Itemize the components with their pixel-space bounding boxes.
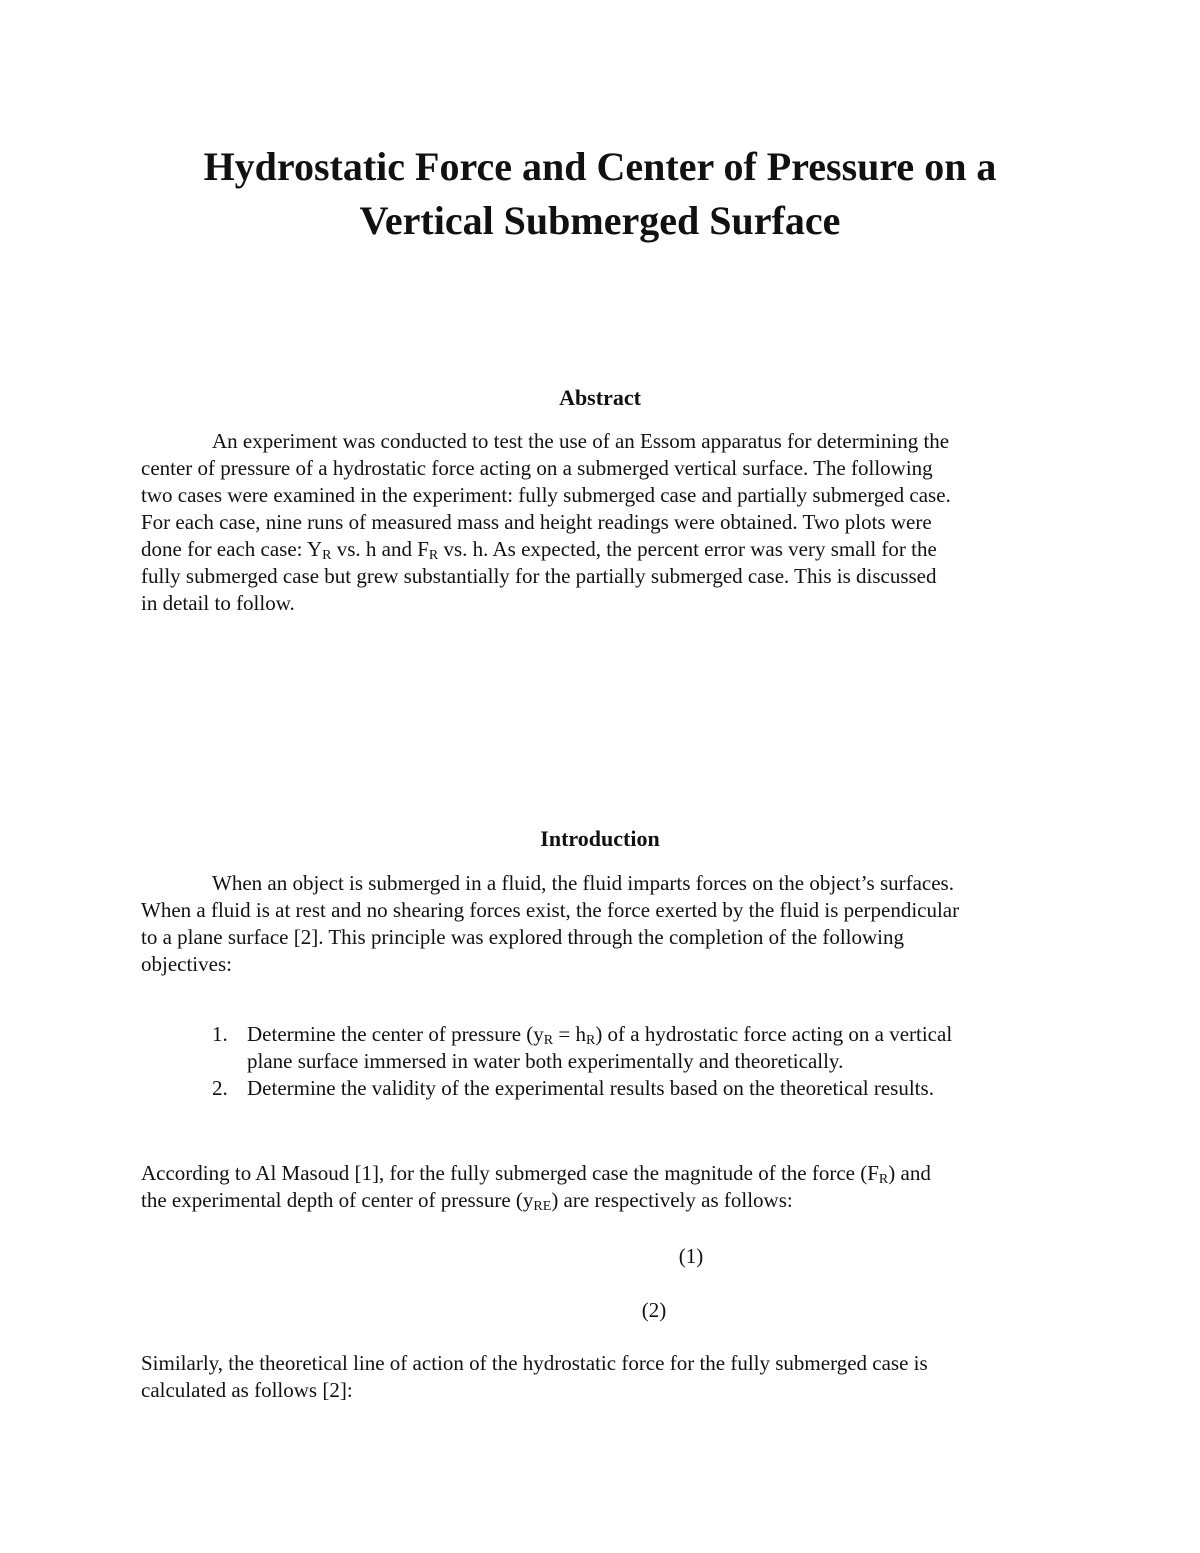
intro-line: When a fluid is at rest and no shearing forces exist, the force exerted by the fluid is perpendicular [141,898,960,922]
objectives-list [212,1021,1072,1102]
list-item: 2. Determine the validity of the experimental results based on the theoretical results. [212,1076,934,1100]
list-item: 1. Determine the center of pressure $(y_R = h_R)$ of a hydrostatic force acting on a vertical plane surface immersed in water both experimentally and theoretically. [212,1022,953,1073]
introduction-paragraph [141,870,1066,978]
masoud-paragraph [141,1160,1066,1214]
abstract-heading: Abstract [559,385,641,410]
abstract-line: done for each case: $Y_R$ vs. h and $F_R$ vs. h. As expected, the percent error was very small for the [141,537,937,563]
intro-line: When an object is submerged in a fluid, the fluid imparts forces on the object’s surfaces. [212,871,954,895]
abstract-line: two cases were examined in the experiment: fully submerged case and partially submerged case. [141,483,951,507]
equation-1-number: (1) [678,1244,704,1268]
abstract-line: in detail to follow. [141,591,295,615]
intro-line: to a plane surface [2]. This principle was explored through the completion of the following [141,925,904,949]
abstract-line: center of pressure of a hydrostatic force acting on a submerged vertical surface. The following [141,456,933,480]
abstract-line: An experiment was conducted to test the use of an Essom apparatus for determining the [212,429,950,453]
masoud-line: the experimental depth of center of pressure $(y_{RE})$ are respectively as follows: [141,1188,793,1214]
introduction-heading: Introduction [540,826,660,851]
masoud-line: According to Al Masoud [1], for the fully submerged case the magnitude of the force $(F_R)$ and [141,1161,931,1187]
similarly-line: Similarly, the theoretical line of action of the hydrostatic force for the fully submerged case is [141,1351,928,1375]
title-line-1: Hydrostatic Force and Center of Pressure on a [203,144,997,189]
list-number: 2. [212,1076,228,1100]
equation-2-number: (2) [641,1298,667,1322]
list-number: 1. [212,1022,228,1046]
paper-title [120,140,1080,248]
title-line-2: Vertical Submerged Surface [359,198,841,243]
abstract-paragraph [141,428,1066,617]
similarly-line: calculated as follows [2]: [141,1378,353,1402]
abstract-line: fully submerged case but grew substantially for the partially submerged case. This is discussed [141,564,937,588]
similarly-paragraph [141,1350,1066,1404]
abstract-line: For each case, nine runs of measured mass and height readings were obtained. Two plots were [141,510,932,534]
intro-line: objectives: [141,952,232,976]
